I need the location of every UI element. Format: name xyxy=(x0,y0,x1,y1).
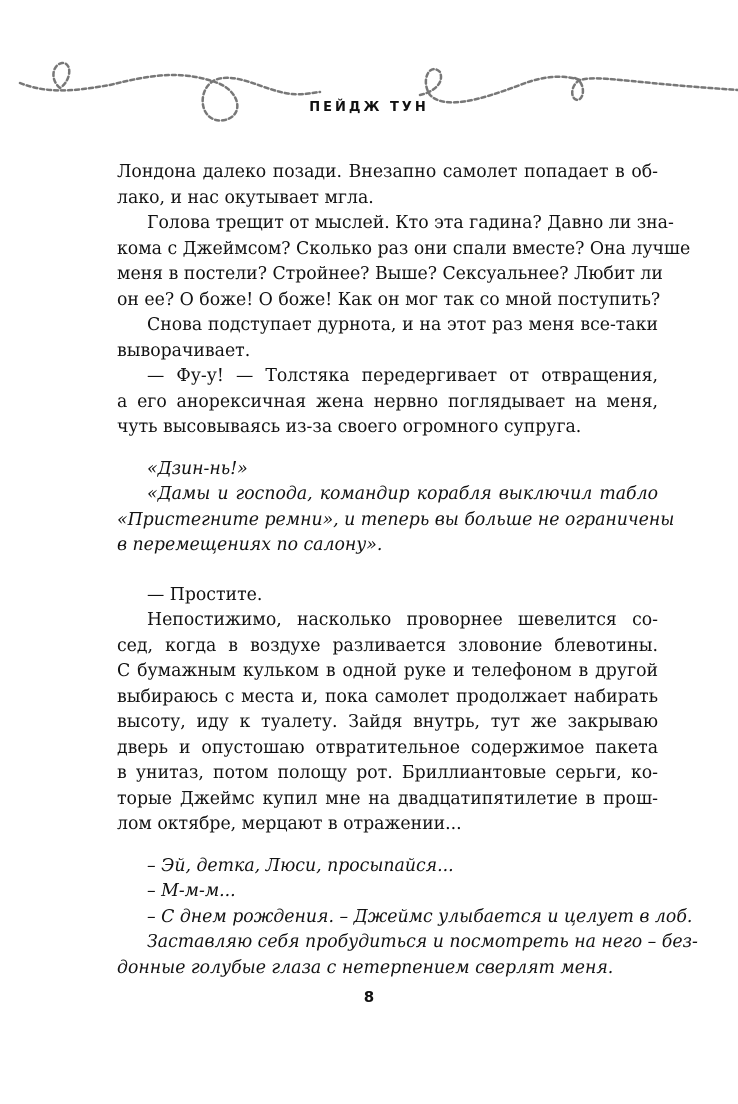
text-line: – М-м-м... xyxy=(147,881,236,901)
body-text xyxy=(117,160,698,981)
page-number: 8 xyxy=(363,988,375,1006)
text-line: в перемещениях по салону». xyxy=(117,535,383,555)
running-header xyxy=(0,60,738,150)
text-line: — Фу-у! — Толстяка передергивает от отвращения, xyxy=(147,366,658,386)
text-line: — Простите. xyxy=(147,584,263,605)
text-line: сед, когда в воздухе разливается зловоние блевотины. xyxy=(117,635,658,656)
text-line: торые Джеймс купил мне на двадцатипятилетие в прош- xyxy=(117,788,658,809)
text-line: а его анорексичная жена нервно поглядывает на меня, xyxy=(117,391,658,412)
text-line: Лондона далеко позади. Внезапно самолет попадает в об- xyxy=(117,162,658,182)
text-line: Голова трещит от мыслей. Кто эта гадина? Давно ли зна- xyxy=(147,213,674,233)
text-line: С бумажным кульком в одной руке и телефоном в другой xyxy=(117,661,658,681)
text-line: чуть высовываясь из-за своего огромного супруга. xyxy=(117,417,582,437)
text-line: высоту, иду к туалету. Зайдя внутрь, тут же закрываю xyxy=(117,712,658,732)
text-line: «Пристегните ремни», и теперь вы больше не ограничены xyxy=(117,509,675,530)
text-line: выбираюсь с места и, пока самолет продолжает набирать xyxy=(117,686,658,707)
text-line: он ее? О боже! О боже! Как он мог так со мной поступить? xyxy=(117,289,661,310)
text-line: Непостижимо, насколько проворнее шевелится со- xyxy=(147,610,658,630)
text-line: Заставляю себя пробудиться и посмотреть на него – без- xyxy=(147,932,698,952)
author-name: ПЕЙДЖ ТУН xyxy=(309,100,429,115)
text-line: «Дамы и господа, командир корабля выключил табло xyxy=(147,484,658,504)
text-line: донные голубые глаза с нетерпением сверлят меня. xyxy=(117,957,614,978)
text-line: лом октябре, мерцают в отражении... xyxy=(117,814,462,834)
text-line: – Эй, детка, Люси, просыпайся... xyxy=(147,855,454,876)
text-line: кома с Джеймсом? Сколько раз они спали вместе? Она лучше xyxy=(117,238,691,259)
text-line: – С днем рождения. – Джеймс улыбается и целует в лоб. xyxy=(147,906,693,927)
text-line: «Дзин-нь!» xyxy=(147,458,248,479)
text-line: выворачивает. xyxy=(117,340,251,361)
text-line: Снова подступает дурнота, и на этот раз меня все-таки xyxy=(147,315,658,335)
text-line: меня в постели? Стройнее? Выше? Сексуальнее? Любит ли xyxy=(117,264,663,284)
text-line: лако, и нас окутывает мгла. xyxy=(117,187,374,208)
text-line: в унитаз, потом полощу рот. Бриллиантовые серьги, ко- xyxy=(117,763,658,783)
text-line: дверь и опустошаю отвратительное содержимое пакета xyxy=(117,737,658,758)
